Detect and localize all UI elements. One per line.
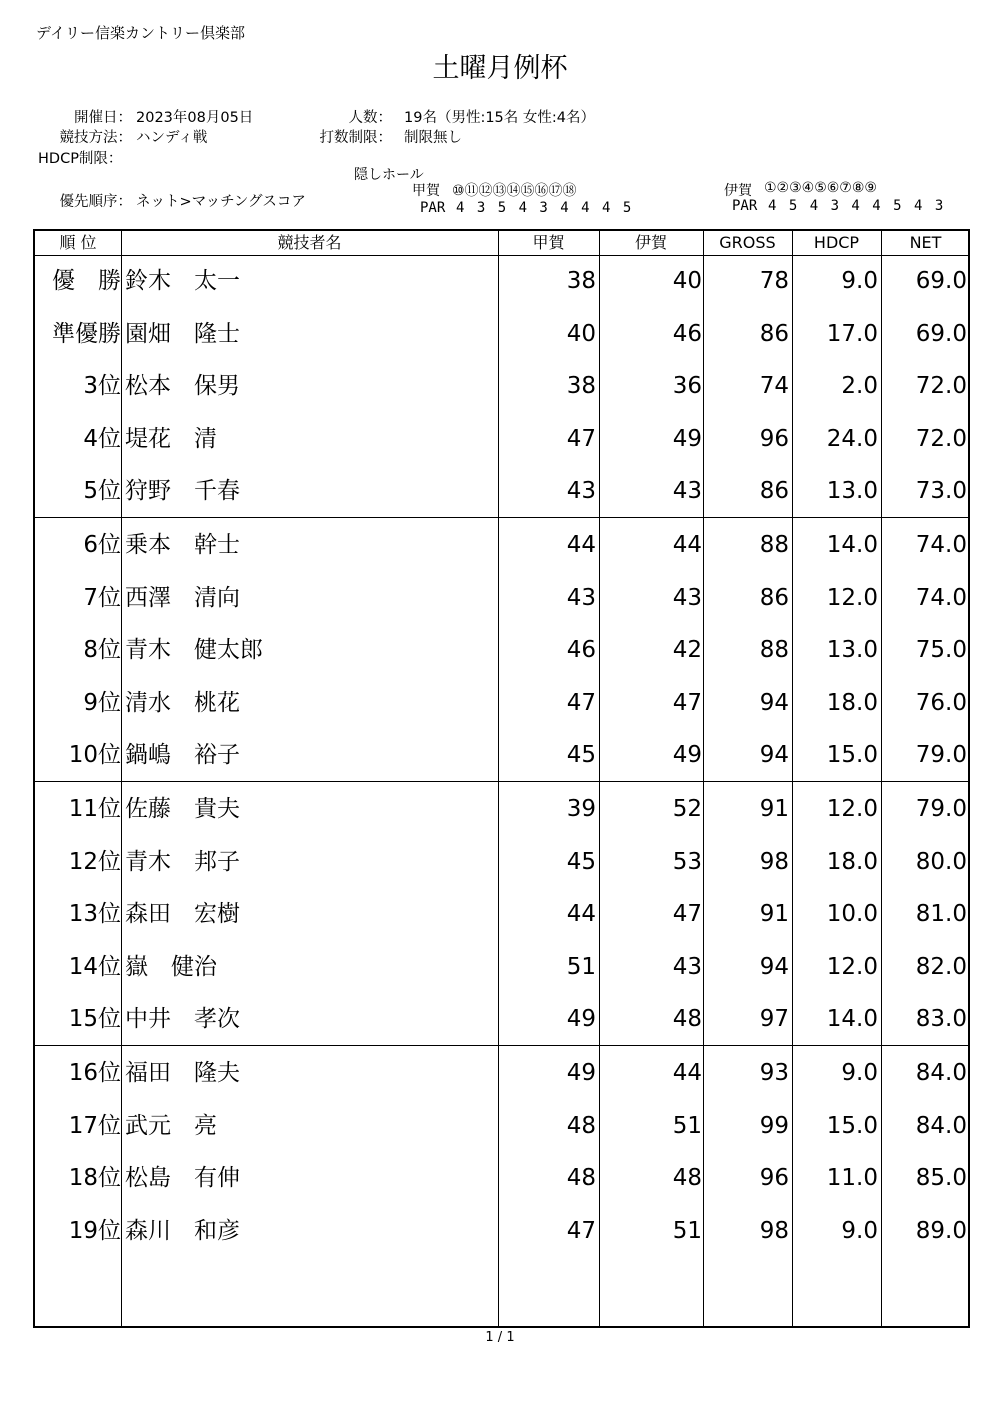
in-hole-numbers: ①②③④⑤⑥⑦⑧⑨ bbox=[764, 180, 877, 196]
name-cell: 西澤 清向 bbox=[125, 584, 240, 611]
table-row bbox=[35, 993, 968, 1045]
rank-cell: 優 勝 bbox=[52, 268, 121, 294]
header-in: 伊賀 bbox=[634, 233, 667, 252]
rank-cell: 準優勝 bbox=[52, 320, 121, 347]
table-row bbox=[35, 519, 968, 571]
gross-cell: 88 bbox=[759, 637, 789, 663]
hdcp-cell: 10.0 bbox=[826, 901, 878, 927]
net-cell: 72.0 bbox=[915, 425, 967, 452]
table-row bbox=[35, 677, 968, 729]
out-score-cell: 45 bbox=[566, 742, 596, 768]
out-score-cell: 39 bbox=[566, 796, 596, 822]
table-row bbox=[35, 1152, 968, 1204]
gross-cell: 96 bbox=[759, 425, 789, 452]
rank-cell: 5位 bbox=[83, 478, 121, 504]
name-cell: 清水 桃花 bbox=[125, 689, 240, 716]
name-cell: 中井 孝次 bbox=[125, 1006, 240, 1032]
net-cell: 89.0 bbox=[915, 1217, 967, 1244]
header-rank: 順 位 bbox=[59, 233, 97, 252]
net-cell: 79.0 bbox=[915, 742, 967, 768]
gross-cell: 94 bbox=[759, 742, 789, 768]
net-cell: 76.0 bbox=[915, 689, 967, 716]
hdcp-cell: 18.0 bbox=[826, 689, 878, 716]
hdcp-cell: 9.0 bbox=[841, 1060, 878, 1086]
out-score-cell: 47 bbox=[566, 1217, 596, 1244]
gross-cell: 88 bbox=[759, 532, 789, 558]
in-score-cell: 40 bbox=[672, 268, 702, 294]
net-cell: 75.0 bbox=[915, 637, 967, 663]
name-cell: 乗本 幹士 bbox=[125, 532, 240, 558]
hdcp-cell: 11.0 bbox=[826, 1165, 878, 1191]
in-score-cell: 48 bbox=[672, 1165, 702, 1191]
out-score-cell: 46 bbox=[566, 637, 596, 663]
in-score-cell: 52 bbox=[672, 796, 702, 822]
out-score-cell: 51 bbox=[566, 953, 596, 980]
in-score-cell: 48 bbox=[672, 1006, 702, 1032]
out-score-cell: 43 bbox=[566, 478, 596, 504]
rank-cell: 14位 bbox=[68, 953, 121, 980]
hdcp-cell: 12.0 bbox=[826, 953, 878, 980]
hdcp-cell: 9.0 bbox=[841, 1217, 878, 1244]
out-score-cell: 40 bbox=[566, 320, 596, 347]
out-par-label: PAR bbox=[420, 200, 446, 216]
table-row bbox=[35, 729, 968, 781]
in-score-cell: 46 bbox=[672, 320, 702, 347]
gross-cell: 74 bbox=[759, 373, 789, 399]
rank-cell: 18位 bbox=[68, 1165, 121, 1191]
net-cell: 84.0 bbox=[915, 1060, 967, 1086]
rank-cell: 16位 bbox=[68, 1060, 121, 1086]
out-score-cell: 44 bbox=[566, 901, 596, 927]
name-cell: 森田 宏樹 bbox=[125, 901, 240, 927]
gross-cell: 96 bbox=[759, 1165, 789, 1191]
in-course-label: 伊賀 bbox=[724, 183, 752, 199]
gross-cell: 94 bbox=[759, 689, 789, 716]
out-score-cell: 38 bbox=[566, 268, 596, 294]
people-value: 19名（男性:15名 女性:4名） bbox=[404, 110, 596, 126]
name-cell: 嶽 健治 bbox=[125, 953, 217, 980]
table-row bbox=[35, 413, 968, 465]
method-value: ハンディ戦 bbox=[136, 130, 208, 146]
in-score-cell: 51 bbox=[672, 1112, 702, 1139]
header-hdcp: HDCP bbox=[813, 233, 860, 252]
in-pars: 4 5 4 3 4 4 5 4 3 bbox=[768, 198, 946, 214]
net-cell: 74.0 bbox=[915, 584, 967, 611]
name-cell: 園畑 隆士 bbox=[125, 320, 240, 347]
net-cell: 85.0 bbox=[915, 1165, 967, 1191]
priority-value: ネット>マッチングスコア bbox=[136, 194, 306, 210]
table-row bbox=[35, 360, 968, 412]
name-cell: 森川 和彦 bbox=[125, 1217, 240, 1244]
net-cell: 79.0 bbox=[915, 796, 967, 822]
results-table bbox=[33, 229, 970, 1328]
net-cell: 69.0 bbox=[915, 268, 967, 294]
rank-cell: 11位 bbox=[68, 796, 121, 822]
hidden-holes-label: 隠しホール bbox=[354, 167, 424, 183]
header-out: 甲賀 bbox=[532, 233, 565, 252]
gross-cell: 86 bbox=[759, 320, 789, 347]
hdcp-cell: 13.0 bbox=[826, 637, 878, 663]
hdcp-cell: 24.0 bbox=[826, 425, 878, 452]
rank-cell: 12位 bbox=[68, 848, 121, 875]
stroke-limit-value: 制限無し bbox=[404, 130, 462, 146]
rank-cell: 7位 bbox=[83, 584, 121, 611]
net-cell: 69.0 bbox=[915, 320, 967, 347]
out-score-cell: 47 bbox=[566, 425, 596, 452]
page-number: 1 / 1 bbox=[485, 1330, 515, 1345]
date-label: 開催日： bbox=[74, 110, 132, 126]
name-cell: 福田 隆夫 bbox=[125, 1060, 240, 1086]
hdcp-cell: 2.0 bbox=[841, 373, 878, 399]
gross-cell: 91 bbox=[759, 901, 789, 927]
name-cell: 松島 有伸 bbox=[125, 1165, 240, 1191]
rank-cell: 10位 bbox=[68, 742, 121, 768]
hdcp-cell: 12.0 bbox=[826, 584, 878, 611]
gross-cell: 98 bbox=[759, 1217, 789, 1244]
priority-label: 優先順序： bbox=[59, 194, 132, 210]
hdcp-cell: 12.0 bbox=[826, 796, 878, 822]
name-cell: 鈴木 太一 bbox=[125, 268, 240, 294]
method-label: 競技方法： bbox=[59, 130, 132, 146]
name-cell: 鍋嶋 裕子 bbox=[125, 742, 240, 768]
page-title: 土曜月例杯 bbox=[432, 53, 568, 84]
gross-cell: 78 bbox=[759, 268, 789, 294]
in-score-cell: 44 bbox=[672, 532, 702, 558]
in-score-cell: 42 bbox=[672, 637, 702, 663]
name-cell: 狩野 千春 bbox=[125, 478, 240, 504]
people-label: 人数： bbox=[348, 110, 392, 126]
in-score-cell: 43 bbox=[672, 478, 702, 504]
net-cell: 81.0 bbox=[915, 901, 967, 927]
in-score-cell: 44 bbox=[672, 1060, 702, 1086]
gross-cell: 99 bbox=[759, 1112, 789, 1139]
out-score-cell: 44 bbox=[566, 532, 596, 558]
out-score-cell: 49 bbox=[566, 1006, 596, 1032]
name-cell: 武元 亮 bbox=[125, 1112, 217, 1139]
stroke-limit-label: 打数制限： bbox=[319, 130, 392, 146]
in-score-cell: 36 bbox=[672, 373, 702, 399]
net-cell: 72.0 bbox=[915, 373, 967, 399]
rank-cell: 15位 bbox=[68, 1006, 121, 1032]
net-cell: 73.0 bbox=[915, 478, 967, 504]
table-row bbox=[35, 1205, 968, 1257]
out-score-cell: 49 bbox=[566, 1060, 596, 1086]
date-value: 2023年08月05日 bbox=[136, 110, 254, 126]
gross-cell: 91 bbox=[759, 796, 789, 822]
club-name: デイリー信楽カントリー倶楽部 bbox=[36, 24, 245, 42]
out-score-cell: 48 bbox=[566, 1165, 596, 1191]
gross-cell: 86 bbox=[759, 478, 789, 504]
out-score-cell: 43 bbox=[566, 584, 596, 611]
header-gross: GROSS bbox=[719, 233, 776, 252]
in-score-cell: 47 bbox=[672, 901, 702, 927]
table-row bbox=[35, 255, 968, 307]
in-score-cell: 47 bbox=[672, 689, 702, 716]
net-cell: 84.0 bbox=[915, 1112, 967, 1139]
rank-cell: 8位 bbox=[83, 637, 121, 663]
table-row bbox=[35, 1047, 968, 1099]
name-cell: 佐藤 貴夫 bbox=[125, 796, 240, 822]
rank-cell: 4位 bbox=[83, 425, 121, 452]
table-row bbox=[35, 836, 968, 888]
in-score-cell: 51 bbox=[672, 1217, 702, 1244]
name-cell: 青木 邦子 bbox=[125, 848, 240, 875]
header-net: NET bbox=[909, 233, 942, 252]
net-cell: 82.0 bbox=[915, 953, 967, 980]
out-score-cell: 48 bbox=[566, 1112, 596, 1139]
out-course-label: 甲賀 bbox=[412, 183, 440, 199]
in-score-cell: 43 bbox=[672, 584, 702, 611]
table-row bbox=[35, 941, 968, 993]
table-row bbox=[35, 783, 968, 835]
out-pars: 4 3 5 4 3 4 4 4 5 bbox=[456, 200, 634, 216]
name-cell: 青木 健太郎 bbox=[125, 637, 263, 663]
gross-cell: 94 bbox=[759, 953, 789, 980]
gross-cell: 93 bbox=[759, 1060, 789, 1086]
rank-cell: 19位 bbox=[68, 1217, 121, 1244]
hdcp-cell: 9.0 bbox=[841, 268, 878, 294]
table-row bbox=[35, 308, 968, 360]
table-row bbox=[35, 624, 968, 676]
table-row bbox=[35, 465, 968, 517]
rank-cell: 6位 bbox=[83, 532, 121, 558]
in-score-cell: 49 bbox=[672, 742, 702, 768]
gross-cell: 97 bbox=[759, 1006, 789, 1032]
hdcp-cell: 14.0 bbox=[826, 532, 878, 558]
hdcp-cell: 18.0 bbox=[826, 848, 878, 875]
table-row bbox=[35, 888, 968, 940]
group-divider bbox=[35, 781, 968, 782]
in-score-cell: 49 bbox=[672, 425, 702, 452]
net-cell: 80.0 bbox=[915, 848, 967, 875]
header-name: 競技者名 bbox=[277, 233, 342, 252]
hdcp-cell: 14.0 bbox=[826, 1006, 878, 1032]
name-cell: 堤花 清 bbox=[125, 425, 217, 452]
rank-cell: 13位 bbox=[68, 901, 121, 927]
rank-cell: 9位 bbox=[83, 689, 121, 716]
in-score-cell: 43 bbox=[672, 953, 702, 980]
gross-cell: 98 bbox=[759, 848, 789, 875]
table-row bbox=[35, 1100, 968, 1152]
net-cell: 74.0 bbox=[915, 532, 967, 558]
out-hole-numbers: ⑩⑪⑫⑬⑭⑮⑯⑰⑱ bbox=[452, 183, 577, 199]
gross-cell: 86 bbox=[759, 584, 789, 611]
net-cell: 83.0 bbox=[915, 1006, 967, 1032]
hdcp-cell: 15.0 bbox=[826, 742, 878, 768]
hdcp-cell: 15.0 bbox=[826, 1112, 878, 1139]
in-par-label: PAR bbox=[732, 198, 758, 214]
table-row bbox=[35, 572, 968, 624]
in-score-cell: 53 bbox=[672, 848, 702, 875]
out-score-cell: 45 bbox=[566, 848, 596, 875]
out-score-cell: 38 bbox=[566, 373, 596, 399]
hdcp-cell: 13.0 bbox=[826, 478, 878, 504]
rank-cell: 3位 bbox=[83, 373, 121, 399]
hdcp-cell: 17.0 bbox=[826, 320, 878, 347]
out-score-cell: 47 bbox=[566, 689, 596, 716]
hdcp-limit-label: HDCP制限： bbox=[38, 151, 123, 167]
name-cell: 松本 保男 bbox=[125, 373, 240, 399]
group-divider bbox=[35, 1045, 968, 1046]
rank-cell: 17位 bbox=[68, 1112, 121, 1139]
group-divider bbox=[35, 517, 968, 518]
